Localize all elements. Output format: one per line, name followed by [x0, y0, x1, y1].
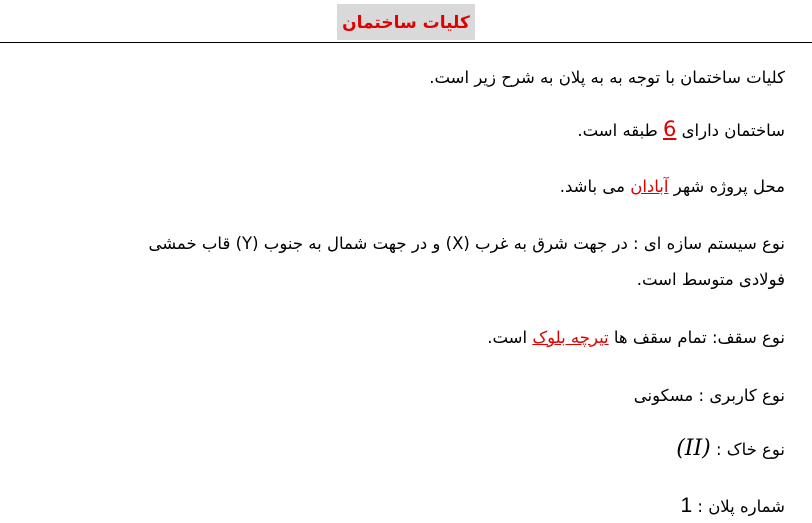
- paragraph-structural-system-line2: [6, 264, 785, 296]
- plan-number-value: 1: [680, 494, 693, 517]
- heading-container: [0, 4, 812, 40]
- overview-text: کلیات ساختمان با توجه به به پلان به شرح زیر است.: [429, 68, 785, 87]
- section-heading: کلیات ساختمان: [337, 4, 475, 40]
- roof-text-before: نوع سقف: تمام سقف ها: [608, 328, 785, 347]
- paragraph-location: [6, 171, 785, 203]
- heading-rule: [0, 42, 812, 43]
- floors-count: 6: [663, 117, 677, 141]
- paragraph-plan-number: [6, 490, 785, 523]
- paragraph-usage: [6, 380, 785, 412]
- soil-label: نوع خاک :: [710, 440, 785, 459]
- plan-label: شماره پلان :: [692, 497, 785, 516]
- structural-system-text-1: نوع سیستم سازه ای : در جهت شرق به غرب (X) و در جهت شمال به جنوب (Y) قاب خمشی: [148, 234, 785, 253]
- roof-text-after: است.: [487, 328, 533, 347]
- paragraph-floors: [6, 113, 785, 147]
- usage-text: نوع کاربری : مسکونی: [633, 386, 785, 405]
- floors-text-after: طبقه است.: [577, 121, 664, 140]
- soil-type-value: (II): [676, 436, 711, 461]
- floors-text-before: ساختمان دارای: [676, 121, 785, 140]
- structural-system-text-2: فولادی متوسط است.: [636, 270, 785, 289]
- paragraph-overview: [6, 62, 785, 94]
- location-text-before: محل پروژه شهر: [668, 177, 785, 196]
- location-city: آبادان: [630, 177, 669, 196]
- paragraph-structural-system-line1: [6, 228, 785, 260]
- roof-type: تیرچه بلوک: [532, 328, 609, 347]
- location-text-after: می باشد.: [559, 177, 631, 196]
- paragraph-roof-type: [6, 322, 785, 354]
- paragraph-soil-type: [6, 433, 785, 466]
